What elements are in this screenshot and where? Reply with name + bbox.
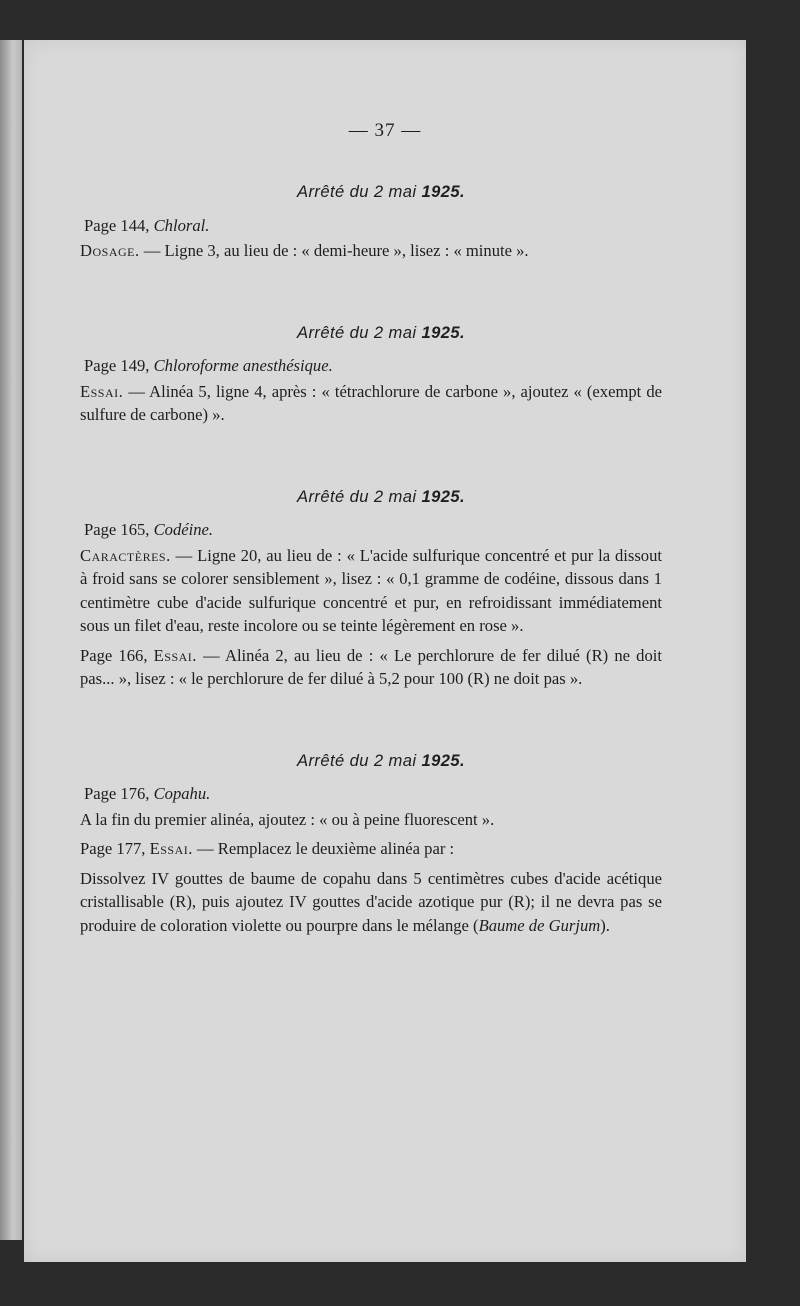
paragraph-prefix: Page 166, [80,645,154,665]
page-reference [80,782,662,806]
title-prefix: Arrêté du 2 mai [297,322,422,342]
correction-paragraph [80,239,662,263]
correction-paragraph [80,544,662,638]
page-content [80,180,662,995]
section-title [80,321,662,345]
paragraph-text: — Ligne 3, au lieu de : « demi-heure », lisez : « minute ». [139,241,529,260]
paragraph-text: — Ligne 20, au lieu de : « L'acide sulfurique concentré et pur la dissout à froid sans se colorer sensiblement », lisez : « 0,1 gramme de codéine, dissous dans 1 centimètre cube d'acide sulfurique concentré et pur, en refroidissant immédiatement sous un filet d'eau, reste incolore ou se teinte légèrement en rose ». [80,545,662,635]
section-codeine [80,485,662,691]
page-ref-subject: Chloral. [153,215,210,235]
title-prefix: Arrêté du 2 mai [297,750,422,770]
section-title [80,749,662,773]
paragraph-text: — Alinéa 5, ligne 4, après : « tétrachlorure de carbone », ajoutez « (exempt de sulfure de carbone) ». [80,381,662,424]
paragraph-text: — Alinéa 2, au lieu de : « Le perchlorure de fer dilué (R) ne doit pas... », lisez : « le perchlorure de fer dilué à 5,2 pour 100 (R) ne doit pas ». [80,645,662,688]
paragraph-text: A la fin du premier alinéa, ajoutez : « ou à peine fluorescent ». [80,809,495,829]
page-ref-number: Page 149, [84,356,154,375]
page-ref-number: Page 165, [84,520,154,539]
paragraph-italic: Baume de Gurjum [478,915,601,935]
paragraph-label: Essai. [80,381,124,401]
paragraph-label: Dosage. [80,241,140,260]
page-ref-subject: Codéine. [153,520,214,539]
section-title [80,485,662,509]
title-year: 1925. [421,182,465,201]
page-ref-number: Page 144, [84,215,154,235]
title-prefix: Arrêté du 2 mai [297,486,422,506]
title-year: 1925. [421,750,465,770]
page-ref-subject: Copahu. [153,784,211,803]
paragraph-label: Caractères. [80,545,171,565]
correction-paragraph [80,644,662,691]
paragraph-text: — Remplacez le deuxième alinéa par : [192,839,455,858]
correction-paragraph [80,808,662,832]
paragraph-label: Essai. [149,839,193,858]
page-ref-number: Page 176, [84,784,154,803]
title-prefix: Arrêté du 2 mai [297,182,422,201]
page-reference [80,518,662,542]
section-chloroforme [80,321,662,427]
adjacent-page-edge [0,40,22,1240]
paragraph-label: Essai. [153,645,197,665]
correction-paragraph [80,837,662,861]
section-chloral [80,180,662,263]
section-title [80,180,662,204]
section-copahu [80,749,662,938]
title-year: 1925. [421,486,465,506]
document-page [24,40,746,1262]
page-number: — 37 — [348,120,422,141]
page-reference [80,214,662,238]
paragraph-prefix: Page 177, [80,839,150,858]
correction-paragraph [80,380,662,427]
page-reference [80,354,662,378]
paragraph-end: ). [600,915,610,935]
instruction-paragraph [80,867,662,938]
paragraph-text: Dissolvez IV gouttes de baume de copahu dans 5 centimètres cubes d'acide acétique cristallisable (R), puis ajoutez IV gouttes d'acide azotique pur (R); il ne devra pas se produire de coloration violette ou pourpre dans le mélange ( [80,868,662,935]
title-year: 1925. [421,322,465,342]
page-ref-subject: Chloroforme anesthésique. [153,356,333,375]
